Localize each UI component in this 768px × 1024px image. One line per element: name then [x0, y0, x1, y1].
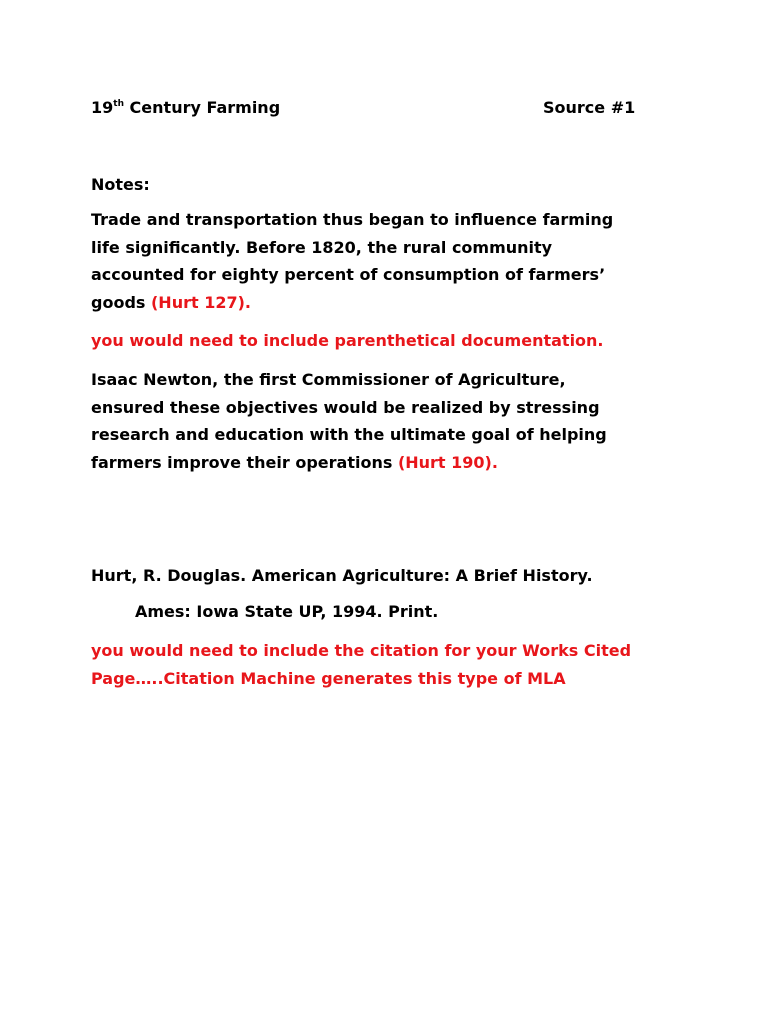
title-rest: Century Farming	[123, 98, 281, 117]
paragraph-2-line: Isaac Newton, the first Commissioner of Agriculture,	[91, 370, 566, 389]
paragraph-1-line: accounted for eighty percent of consumption of farmers’	[91, 265, 606, 284]
notes-label: Notes:	[91, 175, 150, 194]
paragraph-1-line: life significantly. Before 1820, the rural community	[91, 237, 553, 257]
title-prefix: 19	[91, 98, 114, 117]
paragraph-2-line	[91, 449, 691, 477]
parenthetical-citation-1: (Hurt 127).	[150, 292, 251, 312]
paragraph-2-line: research and education with the ultimate goal of helping	[91, 425, 607, 444]
annotation-comment-1: you would need to include parenthetical documentation.	[91, 331, 604, 350]
works-cited-entry-line-2: Ames: Iowa State UP, 1994. Print.	[135, 602, 439, 621]
paragraph-1-line	[91, 289, 691, 317]
paragraph-1	[91, 206, 691, 316]
paragraph-1-line: Trade and transportation thus began to influence farming	[91, 210, 614, 229]
works-cited-entry-line-1: Hurt, R. Douglas. American Agriculture: A Brief History.	[91, 566, 593, 585]
paragraph-2	[91, 366, 691, 476]
source-label: Source #1	[543, 98, 636, 117]
annotation-comment-2	[91, 637, 691, 692]
paragraph-1-last-text: goods	[91, 292, 151, 312]
paragraph-2-line: ensured these objectives would be realized by stressing	[91, 397, 600, 417]
annotation-comment-2-line: Page…..Citation Machine generates this type of MLA	[91, 668, 566, 688]
annotation-comment-2-line: you would need to include the citation for your Works Cited	[91, 641, 632, 660]
paragraph-2-last-text: farmers improve their operations	[91, 452, 398, 472]
title-superscript: th	[113, 99, 124, 109]
parenthetical-citation-2: (Hurt 190).	[397, 452, 498, 472]
